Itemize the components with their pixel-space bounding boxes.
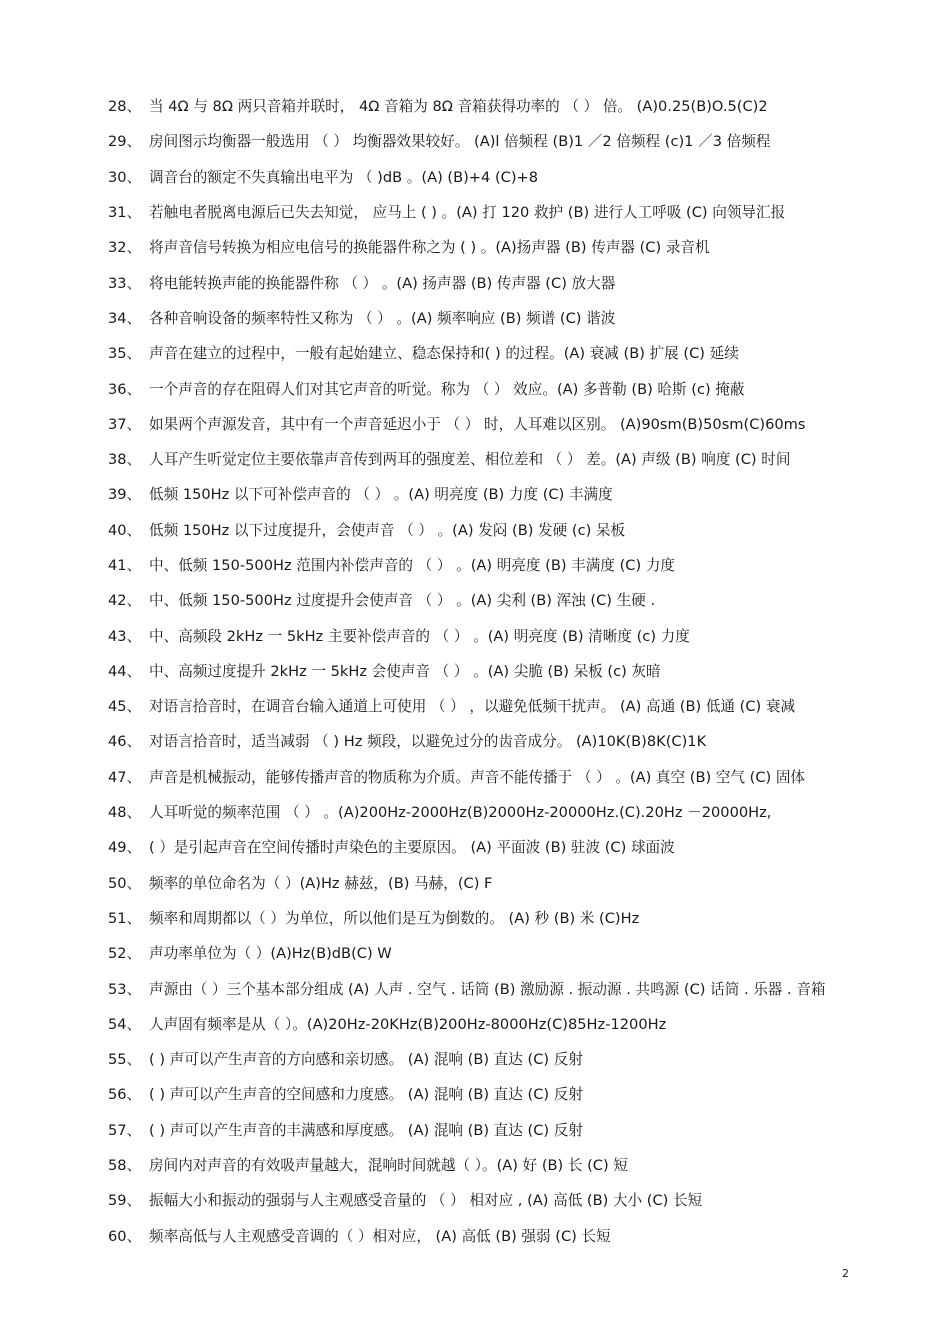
- question-text: 将声音信号转换为相应电信号的换能器件称之为 ( ) 。(A)扬声器 (B) 传声器 (C) 录音机: [149, 239, 710, 257]
- question-number: 34、: [108, 309, 142, 327]
- question-number: 59、: [108, 1192, 142, 1210]
- question-number: 35、: [108, 345, 142, 363]
- question-text: 中、低频 150-500Hz 范围内补偿声音的 （ ） 。(A) 明亮度 (B) 丰满度 (C) 力度: [149, 557, 676, 574]
- question-number: 42、: [108, 592, 142, 610]
- question-number: 32、: [108, 239, 142, 257]
- question-item: [108, 441, 868, 476]
- question-item: [108, 194, 868, 229]
- question-item: [108, 88, 868, 123]
- question-item: [108, 512, 868, 547]
- question-number: 54、: [108, 1015, 142, 1033]
- question-text: 声源由（ ）三个基本部分组成 (A) 人声 . 空气 . 话筒 (B) 激励源 . 振动源 . 共鸣源 (C) 话筒 . 乐器 . 音箱: [149, 980, 826, 998]
- question-item: [108, 582, 868, 617]
- question-text: 低频 150Hz 以下可补偿声音的 （ ） 。(A) 明亮度 (B) 力度 (C) 丰满度: [149, 486, 613, 504]
- question-text: 如果两个声源发音，其中有一个声音延迟小于 （ ） 时，人耳难以区别。 (A)90sm(B)50sm(C)60ms: [149, 415, 806, 433]
- question-number: 58、: [108, 1157, 142, 1175]
- question-number: 28、: [108, 98, 142, 116]
- question-item: [108, 1076, 868, 1111]
- question-item: [108, 123, 868, 158]
- question-number: 45、: [108, 698, 142, 716]
- question-item: [108, 335, 868, 370]
- question-text: 对语言拾音时，适当减弱 （ ) Hz 频段，以避免过分的齿音成分。 (A)10K(B)8K(C)1K: [149, 733, 707, 751]
- question-text: 人耳听觉的频率范围 （ ） 。(A)200Hz-2000Hz(B)2000Hz-20000Hz.(C).20Hz －20000Hz,: [149, 804, 772, 822]
- question-item: [108, 1006, 868, 1041]
- question-text: 房间图示均衡器一般选用 （ ） 均衡器效果较好。 (A)l 倍频程 (B)1 ／2 倍频程 (c)1 ／3 倍频程: [149, 133, 771, 151]
- question-item: [108, 1041, 868, 1076]
- question-text: 声音在建立的过程中，一般有起始建立、稳态保持和( ) 的过程。(A) 衰减 (B) 扩展 (C) 延续: [149, 345, 739, 363]
- question-item: [108, 547, 868, 582]
- question-number: 56、: [108, 1086, 142, 1104]
- question-text: ( ) 声可以产生声音的丰满感和厚度感。 (A) 混响 (B) 直达 (C) 反射: [149, 1121, 583, 1139]
- question-number: 38、: [108, 451, 142, 469]
- question-number: 53、: [108, 980, 142, 998]
- question-number: 33、: [108, 274, 142, 292]
- question-number: 41、: [108, 557, 142, 574]
- question-number: 44、: [108, 662, 142, 680]
- question-item: [108, 829, 868, 864]
- question-item: [108, 1218, 868, 1253]
- question-text: 频率和周期都以（ ）为单位，所以他们是互为倒数的。 (A) 秒 (B) 米 (C)Hz: [149, 909, 640, 927]
- page-number: 2: [842, 1267, 849, 1280]
- question-text: ( ) 声可以产生声音的空间感和力度感。 (A) 混响 (B) 直达 (C) 反射: [149, 1086, 583, 1104]
- question-number: 29、: [108, 133, 142, 151]
- question-text: 房间内对声音的有效吸声量越大，混响时间就越（ ）。(A) 好 (B) 长 (C) 短: [149, 1157, 628, 1175]
- question-item: [108, 476, 868, 511]
- question-text: 频率的单位命名为（ ）(A)Hz 赫兹，(B) 马赫，(C) F: [149, 874, 493, 892]
- question-text: 低频 150Hz 以下过度提升，会使声音 （ ） 。(A) 发闷 (B) 发硬 (c) 呆板: [149, 521, 626, 539]
- question-number: 40、: [108, 521, 142, 539]
- question-item: [108, 1182, 868, 1217]
- question-number: 36、: [108, 380, 142, 398]
- question-number: 55、: [108, 1051, 142, 1069]
- question-number: 49、: [108, 839, 142, 857]
- question-text: 人声固有频率是从（ ）。(A)20Hz-20KHz(B)200Hz-8000Hz(C)85Hz-1200Hz: [149, 1015, 667, 1033]
- question-number: 37、: [108, 415, 142, 433]
- question-item: [108, 723, 868, 758]
- question-number: 60、: [108, 1227, 142, 1245]
- question-text: 人耳产生听觉定位主要依靠声音传到两耳的强度差、相位差和 （ ） 差。(A) 声级 (B) 响度 (C) 时间: [149, 451, 791, 469]
- question-item: [108, 970, 868, 1005]
- question-item: [108, 229, 868, 264]
- question-item: [108, 300, 868, 335]
- question-item: [108, 264, 868, 299]
- question-text: 对语言拾音时，在调音台输入通道上可使用 （ ） ，以避免低频干扰声。 (A) 高通 (B) 低通 (C) 衰减: [149, 698, 796, 716]
- question-text: 中、低频 150-500Hz 过度提升会使声音 （ ） 。(A) 尖利 (B) 浑浊 (C) 生硬 .: [149, 592, 656, 610]
- question-item: [108, 159, 868, 194]
- question-text: 声音是机械振动，能够传播声音的物质称为介质。声音不能传播于 （ ） 。(A) 真空 (B) 空气 (C) 固体: [149, 768, 806, 786]
- question-text: 将电能转换声能的换能器件称 （ ） 。(A) 扬声器 (B) 传声器 (C) 放大器: [149, 274, 616, 292]
- question-text: ( ) 声可以产生声音的方向感和亲切感。 (A) 混响 (B) 直达 (C) 反射: [149, 1051, 583, 1069]
- question-item: [108, 935, 868, 970]
- question-number: 43、: [108, 627, 142, 645]
- question-text: 各种音响设备的频率特性又称为 （ ） 。(A) 频率响应 (B) 频谱 (C) 谐波: [149, 309, 616, 327]
- question-list: [108, 88, 868, 1253]
- question-item: [108, 617, 868, 652]
- question-number: 52、: [108, 945, 142, 963]
- question-text: 调音台的额定不失真输出电平为 （ )dB 。(A) (B)+4 (C)+8: [149, 168, 539, 186]
- question-number: 48、: [108, 804, 142, 822]
- question-text: 声功率单位为（ ）(A)Hz(B)dB(C) W: [149, 945, 392, 963]
- question-item: [108, 900, 868, 935]
- question-item: [108, 794, 868, 829]
- question-item: [108, 1147, 868, 1182]
- question-text: ( ）是引起声音在空间传播时声染色的主要原因。 (A) 平面波 (B) 驻波 (C) 球面波: [149, 839, 675, 857]
- question-item: [108, 653, 868, 688]
- question-text: 振幅大小和振动的强弱与人主观感受音量的 （ ） 相对应 , (A) 高低 (B) 大小 (C) 长短: [149, 1192, 703, 1210]
- question-item: [108, 1112, 868, 1147]
- question-number: 30、: [108, 168, 142, 186]
- question-item: [108, 759, 868, 794]
- question-number: 39、: [108, 486, 142, 504]
- question-number: 31、: [108, 204, 142, 222]
- question-number: 50、: [108, 874, 142, 892]
- question-text: 当 4Ω 与 8Ω 两只音箱并联时， 4Ω 音箱为 8Ω 音箱获得功率的 （ ） 倍。 (A)0.25(B)O.5(C)2: [149, 98, 768, 116]
- question-text: 若触电者脱离电源后已失去知觉， 应马上 ( ) 。(A) 打 120 救护 (B) 进行人工呼吸 (C) 向领导汇报: [149, 204, 786, 222]
- question-number: 46、: [108, 733, 142, 751]
- question-number: 57、: [108, 1121, 142, 1139]
- question-text: 一个声音的存在阻碍人们对其它声音的听觉。称为 （ ） 效应。(A) 多普勒 (B) 哈斯 (c) 掩蔽: [149, 380, 745, 398]
- question-text: 中、高频过度提升 2kHz 一 5kHz 会使声音 （ ） 。(A) 尖脆 (B) 呆板 (c) 灰暗: [149, 662, 661, 680]
- question-item: [108, 370, 868, 405]
- question-number: 51、: [108, 909, 142, 927]
- question-item: [108, 865, 868, 900]
- question-number: 47、: [108, 768, 142, 786]
- question-text: 中、高频段 2kHz 一 5kHz 主要补偿声音的 （ ） 。(A) 明亮度 (B) 清晰度 (c) 力度: [149, 627, 690, 645]
- question-item: [108, 406, 868, 441]
- question-text: 频率高低与人主观感受音调的（ ）相对应， (A) 高低 (B) 强弱 (C) 长短: [149, 1227, 611, 1245]
- question-item: [108, 688, 868, 723]
